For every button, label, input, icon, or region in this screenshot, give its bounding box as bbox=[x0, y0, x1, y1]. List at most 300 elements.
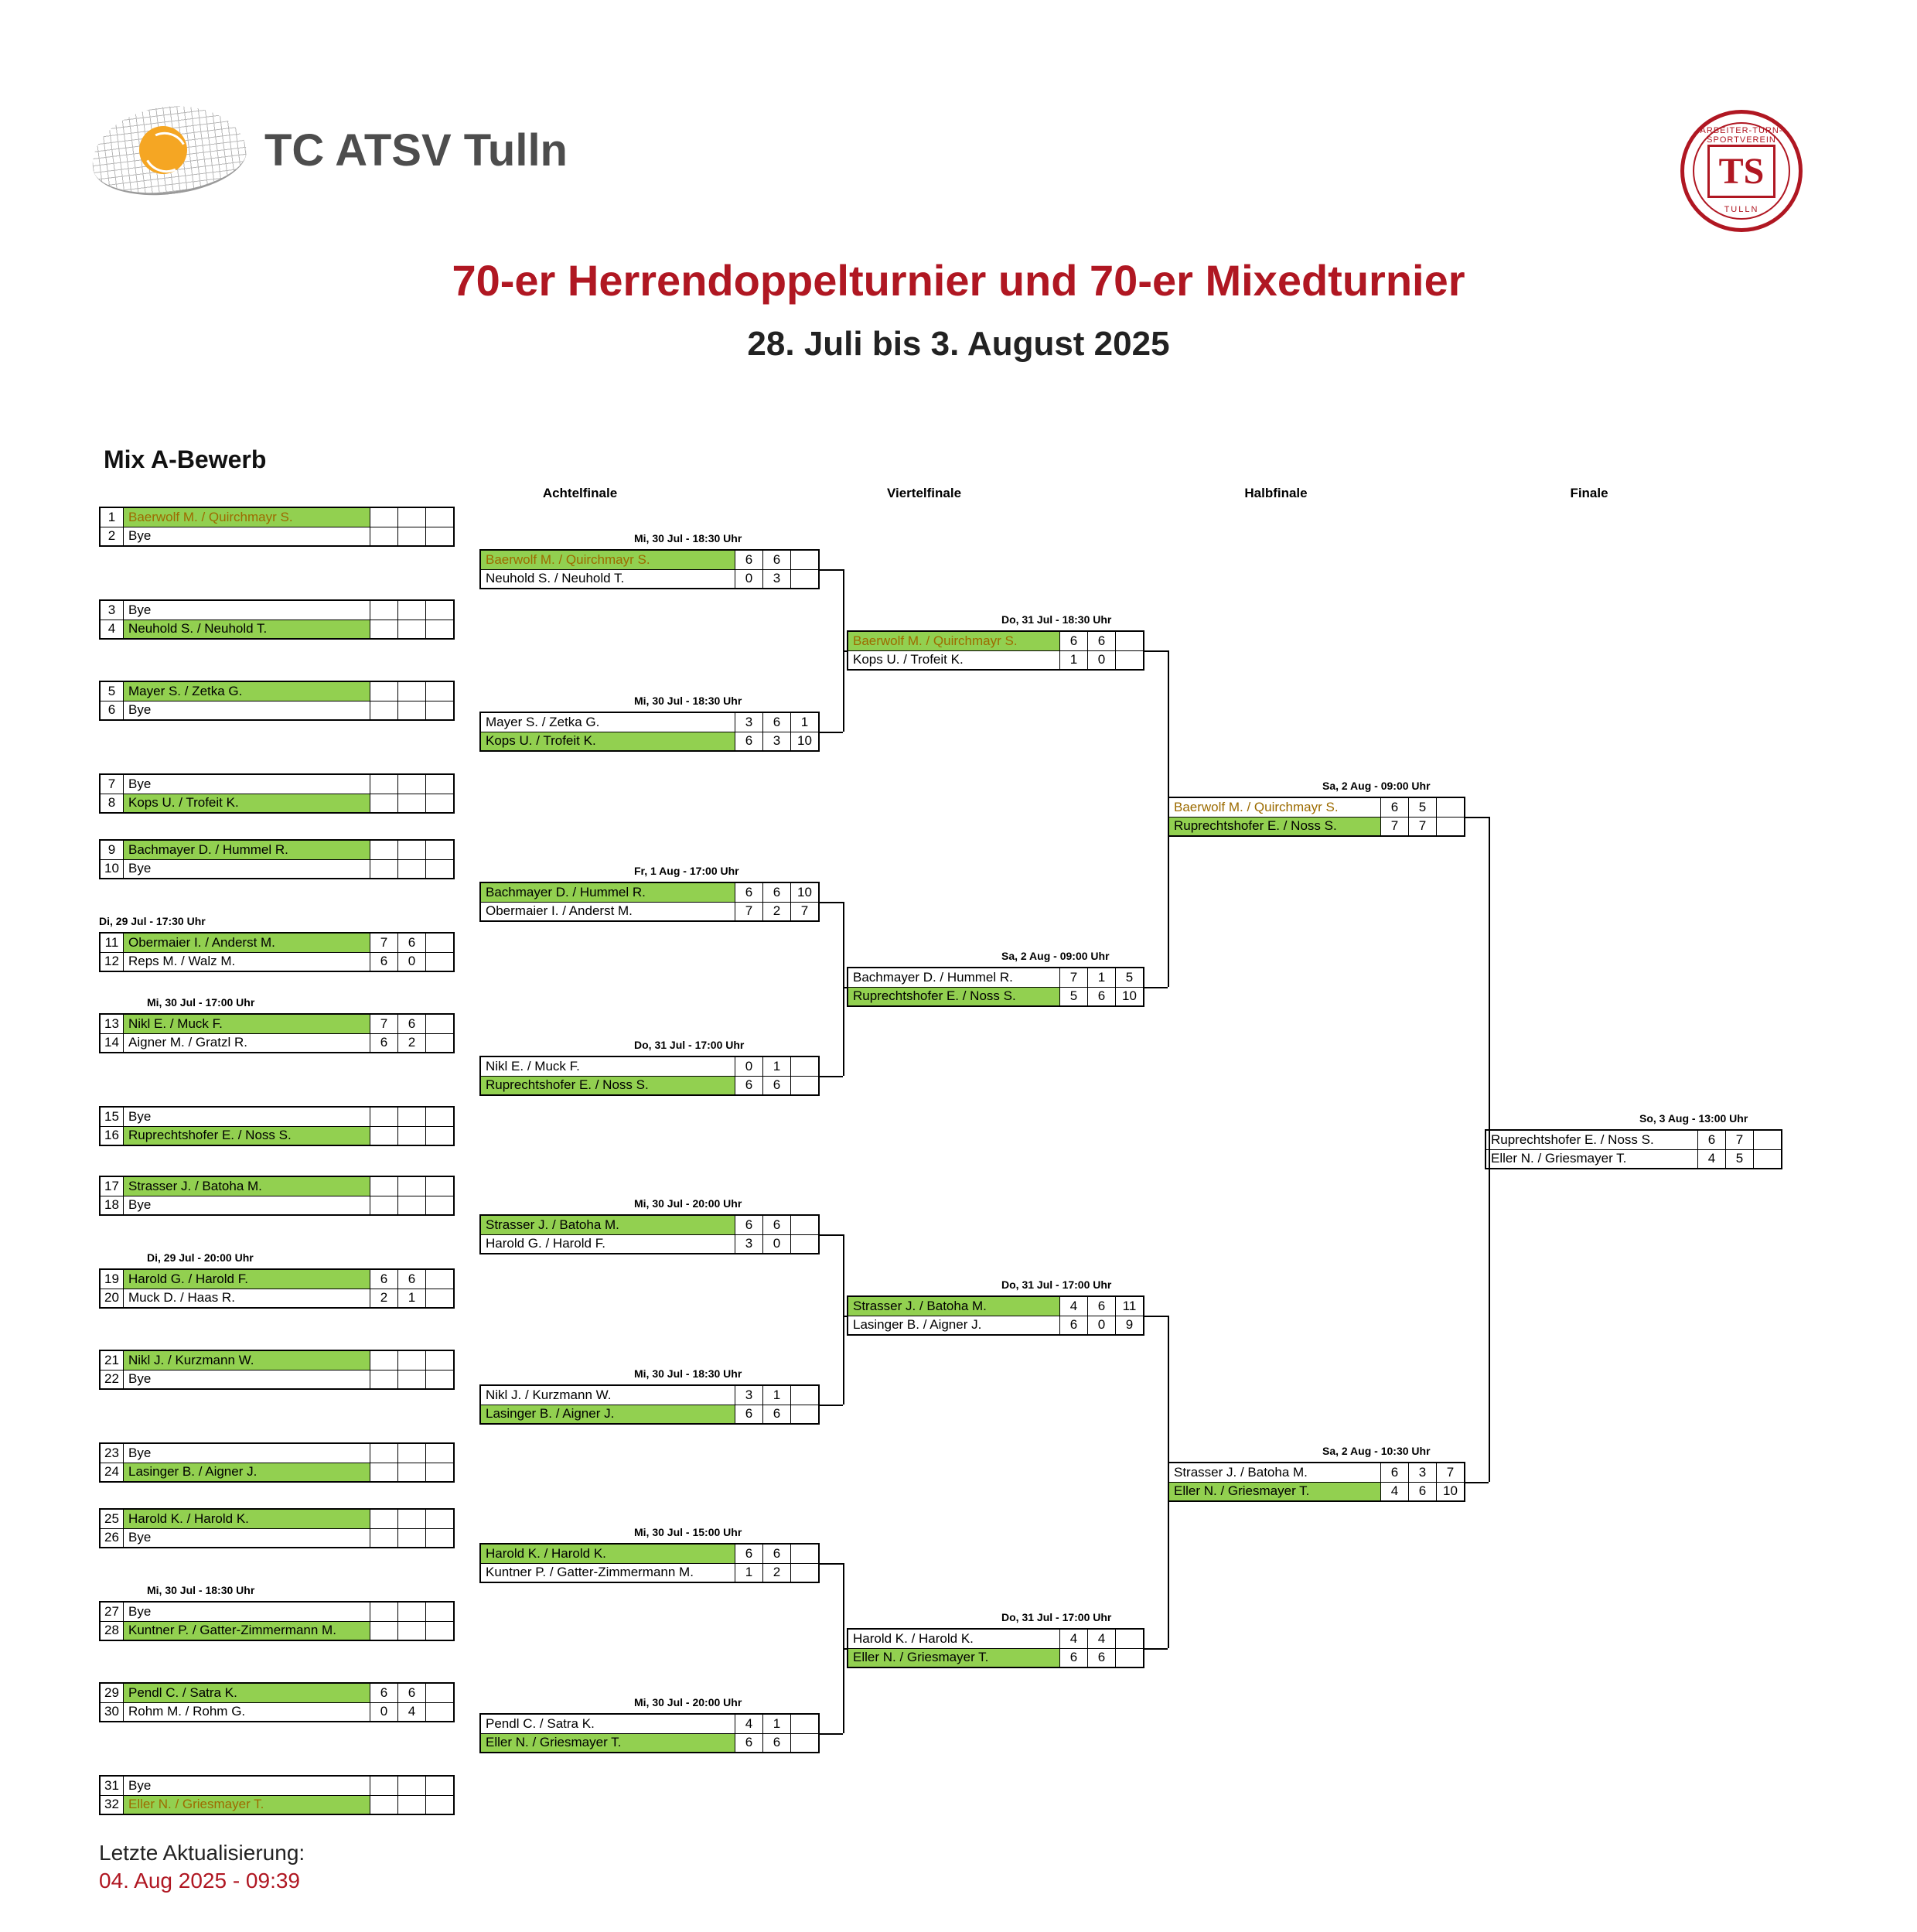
bracket-connector bbox=[1465, 1482, 1489, 1483]
seed-number: 9 bbox=[101, 841, 124, 859]
team-name: Bye bbox=[128, 1197, 152, 1213]
seed-number: 19 bbox=[101, 1270, 124, 1289]
set-score bbox=[397, 701, 425, 720]
match-datetime: Mi, 30 Jul - 17:00 Uhr bbox=[147, 996, 255, 1009]
set-score: 6 bbox=[762, 1216, 790, 1234]
seed-number: 17 bbox=[101, 1177, 124, 1196]
set-score bbox=[790, 1235, 818, 1254]
set-score: 4 bbox=[1059, 1630, 1087, 1648]
set-score bbox=[790, 1077, 818, 1095]
set-score: 6 bbox=[1087, 632, 1115, 650]
set-score bbox=[1115, 632, 1143, 650]
set-score bbox=[425, 1463, 453, 1482]
seed-number: 8 bbox=[101, 794, 124, 813]
set-score bbox=[790, 1216, 818, 1234]
achtelfinale-match bbox=[479, 1056, 820, 1096]
halbfinale-match bbox=[1168, 797, 1465, 837]
set-score bbox=[425, 775, 453, 794]
set-score bbox=[397, 1510, 425, 1528]
match-datetime: Sa, 2 Aug - 09:00 Uhr bbox=[1001, 950, 1110, 962]
bracket-connector bbox=[1144, 987, 1168, 988]
set-score: 3 bbox=[762, 732, 790, 751]
set-score bbox=[370, 701, 397, 720]
set-score bbox=[370, 1196, 397, 1215]
set-score: 6 bbox=[1380, 798, 1408, 817]
team-name: Baerwolf M. / Quirchmayr S. bbox=[848, 632, 1059, 650]
set-score bbox=[370, 775, 397, 794]
set-score: 6 bbox=[1380, 1463, 1408, 1482]
set-score: 0 bbox=[370, 1703, 397, 1722]
set-score bbox=[425, 701, 453, 720]
match-datetime: Do, 31 Jul - 18:30 Uhr bbox=[1001, 613, 1112, 626]
team-name: Harold G. / Harold F. bbox=[486, 1236, 605, 1251]
set-score bbox=[425, 1622, 453, 1640]
bracket-connector bbox=[820, 569, 843, 571]
set-score: 0 bbox=[1087, 651, 1115, 670]
team-name: Aigner M. / Gratzl R. bbox=[128, 1035, 247, 1050]
seed-number: 31 bbox=[101, 1777, 124, 1795]
set-score bbox=[425, 794, 453, 813]
set-score bbox=[790, 1405, 818, 1424]
team-name: Kops U. / Trofeit K. bbox=[124, 794, 370, 813]
set-score: 6 bbox=[1087, 1649, 1115, 1667]
set-score: 6 bbox=[397, 1684, 425, 1702]
page-header bbox=[0, 0, 1917, 255]
match-datetime: Mi, 30 Jul - 15:00 Uhr bbox=[634, 1526, 742, 1538]
round1-match bbox=[99, 1508, 455, 1548]
set-score: 7 bbox=[735, 903, 762, 921]
set-score: 7 bbox=[370, 1015, 397, 1033]
finale-match bbox=[1485, 1129, 1782, 1169]
team-name: Baerwolf M. / Quirchmayr S. bbox=[481, 551, 735, 569]
set-score: 4 bbox=[1380, 1483, 1408, 1501]
set-score bbox=[397, 508, 425, 527]
set-score: 1 bbox=[762, 1386, 790, 1405]
set-score bbox=[397, 1196, 425, 1215]
set-score: 1 bbox=[762, 1057, 790, 1076]
bracket-connector bbox=[1144, 1648, 1168, 1650]
tennis-ball-net-icon bbox=[91, 101, 254, 200]
set-score bbox=[370, 860, 397, 879]
set-score bbox=[425, 953, 453, 971]
round1-match bbox=[99, 1442, 455, 1483]
set-score: 7 bbox=[1436, 1463, 1464, 1482]
round1-match bbox=[99, 681, 455, 721]
seed-number: 21 bbox=[101, 1351, 124, 1370]
bracket-connector bbox=[843, 987, 847, 988]
set-score: 7 bbox=[1725, 1131, 1753, 1149]
set-score bbox=[425, 1015, 453, 1033]
bracket-connector bbox=[1465, 817, 1489, 818]
bracket-connector bbox=[820, 1563, 843, 1565]
match-datetime: Sa, 2 Aug - 10:30 Uhr bbox=[1322, 1445, 1431, 1457]
set-score bbox=[397, 794, 425, 813]
seed-number: 11 bbox=[101, 934, 124, 952]
set-score bbox=[425, 1529, 453, 1548]
team-name: Bye bbox=[128, 1603, 152, 1619]
set-score bbox=[397, 620, 425, 639]
viertelfinale-match bbox=[847, 967, 1144, 1007]
team-name: Baerwolf M. / Quirchmayr S. bbox=[124, 508, 370, 527]
team-name: Eller N. / Griesmayer T. bbox=[1491, 1151, 1627, 1166]
set-score: 7 bbox=[1059, 968, 1087, 987]
set-score: 6 bbox=[397, 934, 425, 952]
set-score bbox=[790, 1564, 818, 1582]
match-datetime: Do, 31 Jul - 17:00 Uhr bbox=[1001, 1278, 1112, 1291]
match-datetime: Mi, 30 Jul - 20:00 Uhr bbox=[634, 1197, 742, 1210]
set-score bbox=[397, 1127, 425, 1145]
bracket-connector bbox=[843, 650, 847, 652]
set-score: 4 bbox=[1697, 1150, 1725, 1169]
set-score: 5 bbox=[1059, 988, 1087, 1006]
set-score: 7 bbox=[1380, 818, 1408, 836]
set-score: 6 bbox=[735, 732, 762, 751]
set-score bbox=[397, 1796, 425, 1814]
set-score: 6 bbox=[1087, 988, 1115, 1006]
round-header-finale: Finale bbox=[1570, 486, 1608, 500]
set-score bbox=[370, 1127, 397, 1145]
team-name: Ruprechtshofer E. / Noss S. bbox=[481, 1077, 735, 1095]
set-score bbox=[790, 1734, 818, 1753]
team-name: Nikl E. / Muck F. bbox=[124, 1015, 370, 1033]
seed-number: 20 bbox=[101, 1289, 124, 1308]
set-score: 4 bbox=[1059, 1297, 1087, 1316]
set-score bbox=[370, 1444, 397, 1463]
set-score: 6 bbox=[1059, 1316, 1087, 1335]
set-score: 6 bbox=[762, 713, 790, 732]
set-score: 1 bbox=[762, 1715, 790, 1733]
team-name: Obermaier I. / Anderst M. bbox=[124, 934, 370, 952]
viertelfinale-match bbox=[847, 630, 1144, 671]
set-score bbox=[790, 1545, 818, 1563]
set-score bbox=[1115, 651, 1143, 670]
club-logo bbox=[91, 101, 568, 200]
team-name: Rohm M. / Rohm G. bbox=[128, 1704, 246, 1719]
set-score bbox=[397, 860, 425, 879]
team-name: Strasser J. / Batoha M. bbox=[848, 1297, 1059, 1316]
set-score: 0 bbox=[735, 1057, 762, 1076]
set-score: 1 bbox=[790, 713, 818, 732]
set-score: 6 bbox=[735, 1405, 762, 1424]
match-datetime: Mi, 30 Jul - 18:30 Uhr bbox=[634, 695, 742, 707]
team-name: Obermaier I. / Anderst M. bbox=[486, 903, 633, 919]
seed-number: 23 bbox=[101, 1444, 124, 1463]
round1-match bbox=[99, 1013, 455, 1053]
set-score: 6 bbox=[762, 551, 790, 569]
set-score: 6 bbox=[735, 551, 762, 569]
match-datetime: Di, 29 Jul - 17:30 Uhr bbox=[99, 915, 206, 927]
team-name: Bachmayer D. / Hummel R. bbox=[481, 883, 735, 902]
bracket-connector bbox=[1144, 1316, 1168, 1317]
set-score bbox=[370, 841, 397, 859]
set-score bbox=[425, 1034, 453, 1053]
set-score bbox=[1436, 798, 1464, 817]
seed-number: 4 bbox=[101, 620, 124, 639]
set-score: 2 bbox=[370, 1289, 397, 1308]
bracket-connector bbox=[843, 1234, 844, 1405]
team-name: Nikl J. / Kurzmann W. bbox=[486, 1387, 612, 1402]
bracket-connector bbox=[1489, 817, 1490, 1482]
team-name: Bye bbox=[128, 602, 152, 617]
achtelfinale-match bbox=[479, 882, 820, 922]
team-name: Strasser J. / Batoha M. bbox=[481, 1216, 735, 1234]
set-score bbox=[425, 1177, 453, 1196]
match-datetime: Di, 29 Jul - 20:00 Uhr bbox=[147, 1251, 254, 1264]
set-score: 5 bbox=[1115, 968, 1143, 987]
seed-number: 12 bbox=[101, 953, 124, 971]
seed-number: 16 bbox=[101, 1127, 124, 1145]
set-score: 6 bbox=[397, 1015, 425, 1033]
match-datetime: Do, 31 Jul - 17:00 Uhr bbox=[1001, 1611, 1112, 1623]
achtelfinale-match bbox=[479, 712, 820, 752]
team-name: Lasinger B. / Aigner J. bbox=[481, 1405, 735, 1424]
achtelfinale-match bbox=[479, 1543, 820, 1583]
seal-monogram: TS bbox=[1707, 145, 1776, 198]
team-name: Nikl E. / Muck F. bbox=[486, 1058, 580, 1074]
seed-number: 14 bbox=[101, 1034, 124, 1053]
set-score bbox=[397, 841, 425, 859]
set-score bbox=[370, 601, 397, 620]
set-score bbox=[790, 1057, 818, 1076]
page-subtitle: 28. Juli bis 3. August 2025 bbox=[747, 325, 1170, 363]
bracket-connector bbox=[1168, 1316, 1169, 1648]
set-score bbox=[425, 682, 453, 701]
round1-match bbox=[99, 507, 455, 547]
team-name: Bye bbox=[128, 861, 152, 876]
set-score bbox=[1753, 1131, 1781, 1149]
seed-number: 2 bbox=[101, 527, 124, 546]
bracket-connector bbox=[820, 1405, 843, 1406]
set-score bbox=[425, 1703, 453, 1722]
set-score bbox=[425, 1796, 453, 1814]
set-score bbox=[397, 775, 425, 794]
set-score bbox=[425, 527, 453, 546]
team-name: Strasser J. / Batoha M. bbox=[1174, 1464, 1308, 1480]
team-name: Harold G. / Harold F. bbox=[124, 1270, 370, 1289]
match-datetime: Mi, 30 Jul - 18:30 Uhr bbox=[634, 532, 742, 544]
team-name: Eller N. / Griesmayer T. bbox=[481, 1734, 735, 1753]
set-score: 6 bbox=[762, 1077, 790, 1095]
seed-number: 32 bbox=[101, 1796, 124, 1814]
round1-match bbox=[99, 1268, 455, 1309]
set-score bbox=[397, 1351, 425, 1370]
set-score bbox=[425, 620, 453, 639]
team-name: Kops U. / Trofeit K. bbox=[853, 652, 964, 667]
match-datetime: So, 3 Aug - 13:00 Uhr bbox=[1639, 1112, 1748, 1125]
set-score bbox=[425, 1108, 453, 1126]
set-score: 1 bbox=[735, 1564, 762, 1582]
team-name: Mayer S. / Zetka G. bbox=[486, 714, 600, 729]
set-score: 2 bbox=[397, 1034, 425, 1053]
round1-match bbox=[99, 1176, 455, 1216]
set-score bbox=[425, 1351, 453, 1370]
set-score bbox=[370, 527, 397, 546]
round1-match bbox=[99, 1350, 455, 1390]
set-score: 6 bbox=[1059, 1649, 1087, 1667]
team-name: Bye bbox=[128, 1371, 152, 1387]
club-seal-icon bbox=[1680, 110, 1803, 232]
achtelfinale-match bbox=[479, 1384, 820, 1425]
set-score: 6 bbox=[370, 953, 397, 971]
set-score bbox=[370, 1463, 397, 1482]
set-score bbox=[425, 1510, 453, 1528]
team-name: Bye bbox=[128, 1445, 152, 1460]
seed-number: 3 bbox=[101, 601, 124, 620]
page-title: 70-er Herrendoppelturnier und 70-er Mixedturnier bbox=[452, 256, 1465, 305]
set-score bbox=[1436, 818, 1464, 836]
set-score: 10 bbox=[1115, 988, 1143, 1006]
seed-number: 30 bbox=[101, 1703, 124, 1722]
set-score: 3 bbox=[735, 1235, 762, 1254]
seed-number: 26 bbox=[101, 1529, 124, 1548]
set-score: 0 bbox=[762, 1235, 790, 1254]
set-score bbox=[425, 508, 453, 527]
team-name: Ruprechtshofer E. / Noss S. bbox=[1169, 818, 1380, 836]
set-score: 6 bbox=[735, 1545, 762, 1563]
set-score: 4 bbox=[397, 1703, 425, 1722]
bracket-connector bbox=[820, 1733, 843, 1735]
set-score: 1 bbox=[1087, 968, 1115, 987]
set-score bbox=[397, 601, 425, 620]
team-name: Eller N. / Griesmayer T. bbox=[124, 1796, 370, 1814]
team-name: Ruprechtshofer E. / Noss S. bbox=[848, 988, 1059, 1006]
set-score bbox=[425, 1444, 453, 1463]
bracket-connector bbox=[820, 902, 843, 903]
team-name: Pendl C. / Satra K. bbox=[124, 1684, 370, 1702]
team-name: Bachmayer D. / Hummel R. bbox=[853, 969, 1013, 985]
team-name: Bye bbox=[128, 776, 152, 791]
set-score bbox=[370, 794, 397, 813]
team-name: Harold K. / Harold K. bbox=[481, 1545, 735, 1563]
seed-number: 10 bbox=[101, 860, 124, 879]
set-score: 1 bbox=[1059, 651, 1087, 670]
round-header-viertelfinale: Viertelfinale bbox=[886, 486, 962, 500]
team-name: Ruprechtshofer E. / Noss S. bbox=[1491, 1132, 1654, 1147]
viertelfinale-match bbox=[847, 1628, 1144, 1668]
team-name: Muck D. / Haas R. bbox=[128, 1290, 235, 1306]
team-name: Eller N. / Griesmayer T. bbox=[848, 1649, 1059, 1667]
set-score bbox=[425, 1684, 453, 1702]
match-datetime: Fr, 1 Aug - 17:00 Uhr bbox=[634, 865, 739, 877]
team-name: Bye bbox=[128, 528, 152, 544]
set-score bbox=[425, 1289, 453, 1308]
set-score: 6 bbox=[397, 1270, 425, 1289]
round1-match bbox=[99, 773, 455, 814]
last-update-label: Letzte Aktualisierung: bbox=[99, 1841, 305, 1865]
set-score bbox=[425, 841, 453, 859]
set-score: 2 bbox=[762, 1564, 790, 1582]
bracket-connector bbox=[820, 1234, 843, 1236]
set-score bbox=[370, 1622, 397, 1640]
team-name: Eller N. / Griesmayer T. bbox=[1169, 1483, 1380, 1501]
set-score bbox=[370, 1351, 397, 1370]
set-score: 9 bbox=[1115, 1316, 1143, 1335]
seed-number: 1 bbox=[101, 508, 124, 527]
set-score: 6 bbox=[1059, 632, 1087, 650]
set-score: 3 bbox=[1408, 1463, 1436, 1482]
set-score bbox=[425, 860, 453, 879]
team-name: Mayer S. / Zetka G. bbox=[124, 682, 370, 701]
seed-number: 28 bbox=[101, 1622, 124, 1640]
team-name: Bachmayer D. / Hummel R. bbox=[124, 841, 370, 859]
team-name: Nikl J. / Kurzmann W. bbox=[124, 1351, 370, 1370]
set-score: 6 bbox=[735, 883, 762, 902]
team-name: Neuhold S. / Neuhold T. bbox=[486, 571, 625, 586]
seed-number: 22 bbox=[101, 1370, 124, 1389]
set-score: 7 bbox=[790, 903, 818, 921]
set-score bbox=[397, 527, 425, 546]
set-score bbox=[790, 570, 818, 589]
team-name: Kops U. / Trofeit K. bbox=[481, 732, 735, 751]
set-score bbox=[370, 620, 397, 639]
set-score bbox=[1753, 1150, 1781, 1169]
set-score bbox=[397, 1444, 425, 1463]
set-score bbox=[397, 1603, 425, 1621]
set-score: 0 bbox=[735, 570, 762, 589]
seal-bottom-text: TULLN bbox=[1724, 205, 1759, 214]
bracket-connector bbox=[1144, 650, 1168, 652]
team-name: Kuntner P. / Gatter-Zimmermann M. bbox=[486, 1565, 694, 1580]
team-name: Strasser J. / Batoha M. bbox=[124, 1177, 370, 1196]
set-score: 6 bbox=[1087, 1297, 1115, 1316]
set-score: 5 bbox=[1725, 1150, 1753, 1169]
set-score bbox=[397, 682, 425, 701]
match-datetime: Mi, 30 Jul - 18:30 Uhr bbox=[634, 1367, 742, 1380]
set-score: 4 bbox=[1087, 1630, 1115, 1648]
set-score bbox=[425, 1127, 453, 1145]
round1-match bbox=[99, 839, 455, 879]
set-score bbox=[790, 551, 818, 569]
seed-number: 18 bbox=[101, 1196, 124, 1215]
set-score bbox=[425, 1777, 453, 1795]
set-score: 6 bbox=[762, 883, 790, 902]
set-score bbox=[397, 1463, 425, 1482]
bracket-connector bbox=[820, 1076, 843, 1077]
team-name: Bye bbox=[128, 1108, 152, 1124]
set-score: 6 bbox=[735, 1077, 762, 1095]
set-score bbox=[370, 1777, 397, 1795]
set-score: 3 bbox=[762, 570, 790, 589]
team-name: Harold K. / Harold K. bbox=[853, 1630, 974, 1646]
set-score: 1 bbox=[397, 1289, 425, 1308]
set-score bbox=[397, 1777, 425, 1795]
set-score bbox=[397, 1370, 425, 1389]
club-name: TC ATSV Tulln bbox=[264, 125, 568, 176]
bracket-connector bbox=[820, 732, 843, 733]
set-score: 6 bbox=[762, 1734, 790, 1753]
team-name: Baerwolf M. / Quirchmayr S. bbox=[1174, 799, 1339, 814]
round1-match bbox=[99, 599, 455, 640]
seed-number: 24 bbox=[101, 1463, 124, 1482]
seed-number: 15 bbox=[101, 1108, 124, 1126]
bracket-connector bbox=[843, 1316, 847, 1317]
round1-match bbox=[99, 1106, 455, 1146]
set-score: 10 bbox=[1436, 1483, 1464, 1501]
team-name: Reps M. / Walz M. bbox=[128, 954, 236, 969]
set-score bbox=[370, 1603, 397, 1621]
bracket-connector bbox=[843, 1648, 847, 1650]
set-score: 0 bbox=[397, 953, 425, 971]
seed-number: 6 bbox=[101, 701, 124, 720]
set-score: 3 bbox=[735, 1386, 762, 1405]
set-score bbox=[370, 1529, 397, 1548]
team-name: Ruprechtshofer E. / Noss S. bbox=[124, 1127, 370, 1145]
set-score bbox=[425, 934, 453, 952]
seed-number: 27 bbox=[101, 1603, 124, 1621]
set-score: 6 bbox=[370, 1270, 397, 1289]
set-score bbox=[370, 682, 397, 701]
seal-top-text: ARBEITER-TURN-SPORTVEREIN bbox=[1700, 126, 1783, 145]
